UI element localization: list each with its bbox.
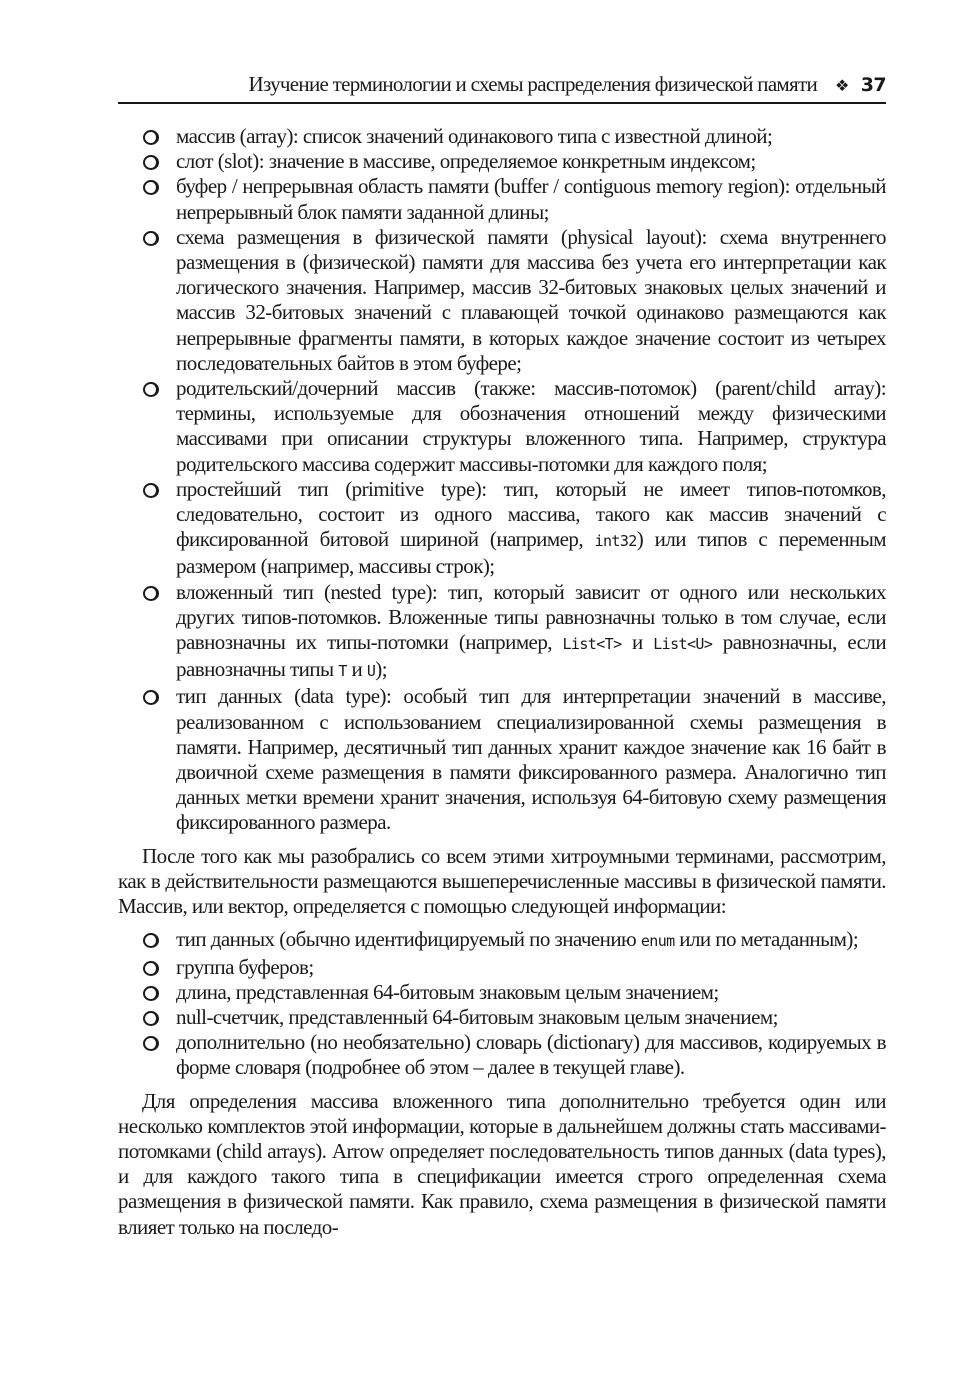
circle-bullet-icon — [143, 1036, 159, 1051]
book-page — [118, 72, 886, 1248]
list-item-text: или по метаданным); — [674, 927, 859, 952]
list-item-text: группа буферов; — [176, 954, 314, 979]
circle-bullet-icon — [143, 155, 159, 170]
list-item — [176, 1030, 886, 1080]
list-item — [176, 980, 886, 1005]
list-item — [176, 174, 886, 224]
body-paragraph: Для определения массива вложенного типа дополнительно требуется один или несколько комплектов этой информации, которые в дальнейшем должны стать массивами-потомками (child arrays). Arrow определяет последовательность типов данных (data types), и для каждого такого типа в спецификации имеется строго определенная схема размещения в физической памяти. Как правило, схема размещения в физической памяти влияет только на последо- — [118, 1088, 886, 1239]
list-item-text: родительский/дочерний массив (также: массив-потомок) (parent/child array): термины, используемые для обозначения отношений между физическими массивами при описании структуры вложенного типа. Например, структура родительского массива содержит массивы-потомки для каждого поля; — [176, 376, 886, 476]
list-item — [176, 1005, 886, 1030]
list-item — [176, 477, 886, 580]
body-paragraph: После того как мы разобрались со всем этими хитроумными терминами, рассмотрим, как в действительности размещаются вышеперечисленные массивы в физической памяти. Массив, или вектор, определяется с помощью следующей информации: — [118, 843, 886, 919]
circle-bullet-icon — [143, 180, 159, 195]
inline-code: int32 — [594, 532, 637, 551]
list-item-text: и — [346, 657, 367, 682]
inline-code: List<T> — [562, 635, 622, 654]
circle-bullet-icon — [143, 231, 159, 246]
circle-bullet-icon — [143, 586, 159, 601]
list-item-text: ) или типов с переменным размером (например, массивы строк); — [176, 527, 886, 579]
list-item-text: null-счетчик, представленный 64-битовым знаковым целым значением; — [176, 1004, 778, 1029]
list-item — [176, 149, 886, 174]
list-item — [176, 580, 886, 685]
list-item — [176, 955, 886, 980]
list-item-text: дополнительно (но необязательно) словарь (dictionary) для массивов, кодируемых в форме словаря (подробнее об этом – далее в текущей главе). — [176, 1030, 886, 1080]
list-item-text: тип данных (data type): особый тип для интерпретации значений в массиве, реализованном с использованием специализированной схемы размещения в памяти. Например, десятичный тип данных хранит каждое значение как 16 байт в двоичной схеме размещения в памяти фиксированного размера. Аналогично тип данных метки времени хранит значения, используя 64-битовую схему размещения фиксированного размера. — [176, 684, 886, 835]
list-item-text: длина, представленная 64-битовым знаковым целым значением; — [176, 979, 719, 1004]
list-item-text: ); — [375, 657, 388, 682]
circle-bullet-icon — [143, 130, 159, 145]
circle-bullet-icon — [143, 382, 159, 397]
list-item — [176, 225, 886, 376]
inline-code: T — [338, 662, 347, 681]
array-info-list — [118, 927, 886, 1080]
circle-bullet-icon — [143, 483, 159, 498]
list-item-text: вложенный тип (nested type): тип, который зависит от одного или нескольких других типов-потомков. Вложенные типы равнозначны только в том случае, если равнозначны их типы-потомки (например, — [176, 579, 886, 655]
circle-bullet-icon — [143, 1011, 159, 1026]
list-item-text: простейший тип (primitive type): тип, который не имеет типов-потомков, следовательно, состоит из одного массива, такого как массив значений с фиксированной битовой шириной (например, — [176, 476, 886, 552]
list-item — [176, 124, 886, 149]
diamond-cluster-icon: ❖ — [835, 78, 849, 95]
chapter-section-title: Изучение терминологии и схемы распределения физической памяти — [248, 72, 817, 96]
inline-code: enum — [640, 932, 675, 951]
list-item-text: и — [621, 630, 654, 655]
page-number: 37 — [860, 74, 886, 96]
inline-code: List<U> — [653, 635, 713, 654]
page-body — [118, 124, 886, 1240]
list-item-text: слот (slot): значение в массиве, определяемое конкретным индексом; — [176, 149, 756, 174]
list-item-text: схема размещения в физической памяти (physical layout): схема внутреннего размещения в (физической) памяти для массива без учета его интерпретации как логического значения. Например, массив 32-битовых знаковых целых значений и массив 32-битовых значений с плавающей точкой одинаково размещаются как непрерывные фрагменты памяти, в которых каждое значение состоит из четырех последовательных байтов в этом буфере; — [176, 224, 886, 375]
circle-bullet-icon — [143, 986, 159, 1001]
list-item-text: тип данных (обычно идентифицируемый по значению — [176, 927, 641, 952]
list-item-text: массив (array): список значений одинакового типа с известной длиной; — [176, 124, 773, 148]
terminology-list — [118, 124, 886, 836]
circle-bullet-icon — [143, 961, 159, 976]
list-item — [176, 927, 886, 954]
circle-bullet-icon — [143, 690, 159, 705]
list-item — [176, 684, 886, 835]
list-item — [176, 376, 886, 477]
inline-code: U — [366, 662, 376, 681]
running-header — [118, 72, 886, 104]
list-item-text: буфер / непрерывная область памяти (buffer / contiguous memory region): отдельный непрерывный блок памяти заданной длины; — [176, 174, 886, 224]
list-item-text: равнозначны, если равнозначны типы — [176, 630, 887, 682]
circle-bullet-icon — [143, 933, 159, 948]
